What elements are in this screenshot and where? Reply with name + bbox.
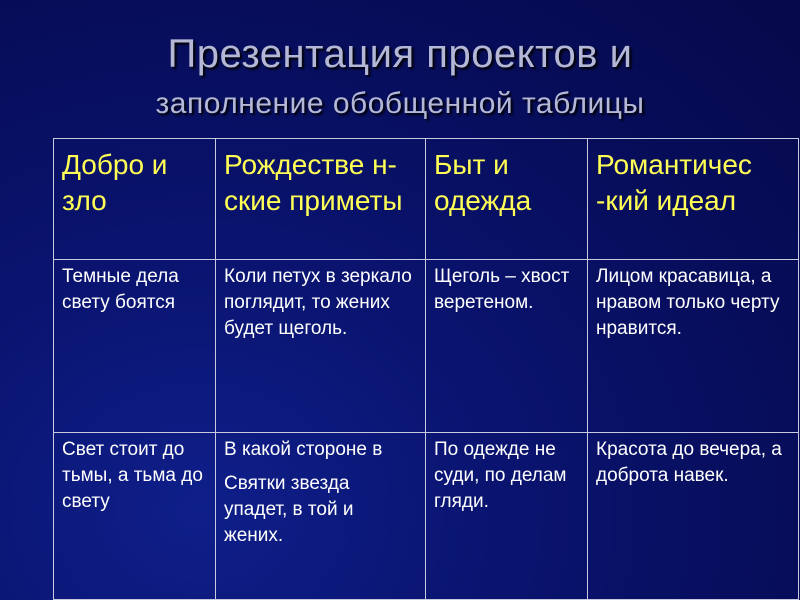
cell-text: Лицом красавица, а нравом только черту нравится. — [596, 266, 780, 339]
slide-subtitle: заполнение обобщенной таблицы — [155, 87, 645, 120]
header-life-clothing: Быт и одежда — [434, 149, 532, 216]
slide-title: Презентация проектов и — [167, 32, 633, 76]
cell-text: Темные дела свету боятся — [62, 266, 179, 313]
table-row — [54, 433, 799, 600]
cell-text-multi — [224, 437, 417, 549]
cell-text: По одежде не суди, по делам гляди. — [434, 439, 567, 512]
header-cell — [426, 139, 588, 260]
header-cell — [588, 139, 799, 260]
table-cell — [588, 260, 799, 433]
table-cell — [426, 260, 588, 433]
table-row — [54, 260, 799, 433]
table-cell — [216, 260, 426, 433]
cell-line: В какой стороне в — [224, 439, 383, 460]
table-cell — [216, 433, 426, 600]
cell-line: Святки звезда упадет, в той и жених. — [224, 473, 354, 546]
header-cell — [54, 139, 216, 260]
table-header-row — [54, 139, 799, 260]
header-romantic-ideal: Романтичес -кий идеал — [596, 149, 752, 216]
cell-text: Свет стоит до тьмы, а тьма до свету — [62, 439, 203, 512]
cell-text: Щеголь – хвост веретеном. — [434, 266, 570, 313]
header-good-evil: Добро и зло — [62, 149, 168, 216]
cell-text: Коли петух в зеркало поглядит, то жених будет щеголь. — [224, 266, 412, 339]
table-cell — [588, 433, 799, 600]
table-cell — [426, 433, 588, 600]
table-cell — [54, 433, 216, 600]
summary-table — [53, 138, 799, 600]
table-cell — [54, 260, 216, 433]
header-christmas-signs: Рождестве н-ские приметы — [224, 149, 403, 216]
cell-text: Красота до вечера, а доброта навек. — [596, 439, 782, 486]
header-cell — [216, 139, 426, 260]
